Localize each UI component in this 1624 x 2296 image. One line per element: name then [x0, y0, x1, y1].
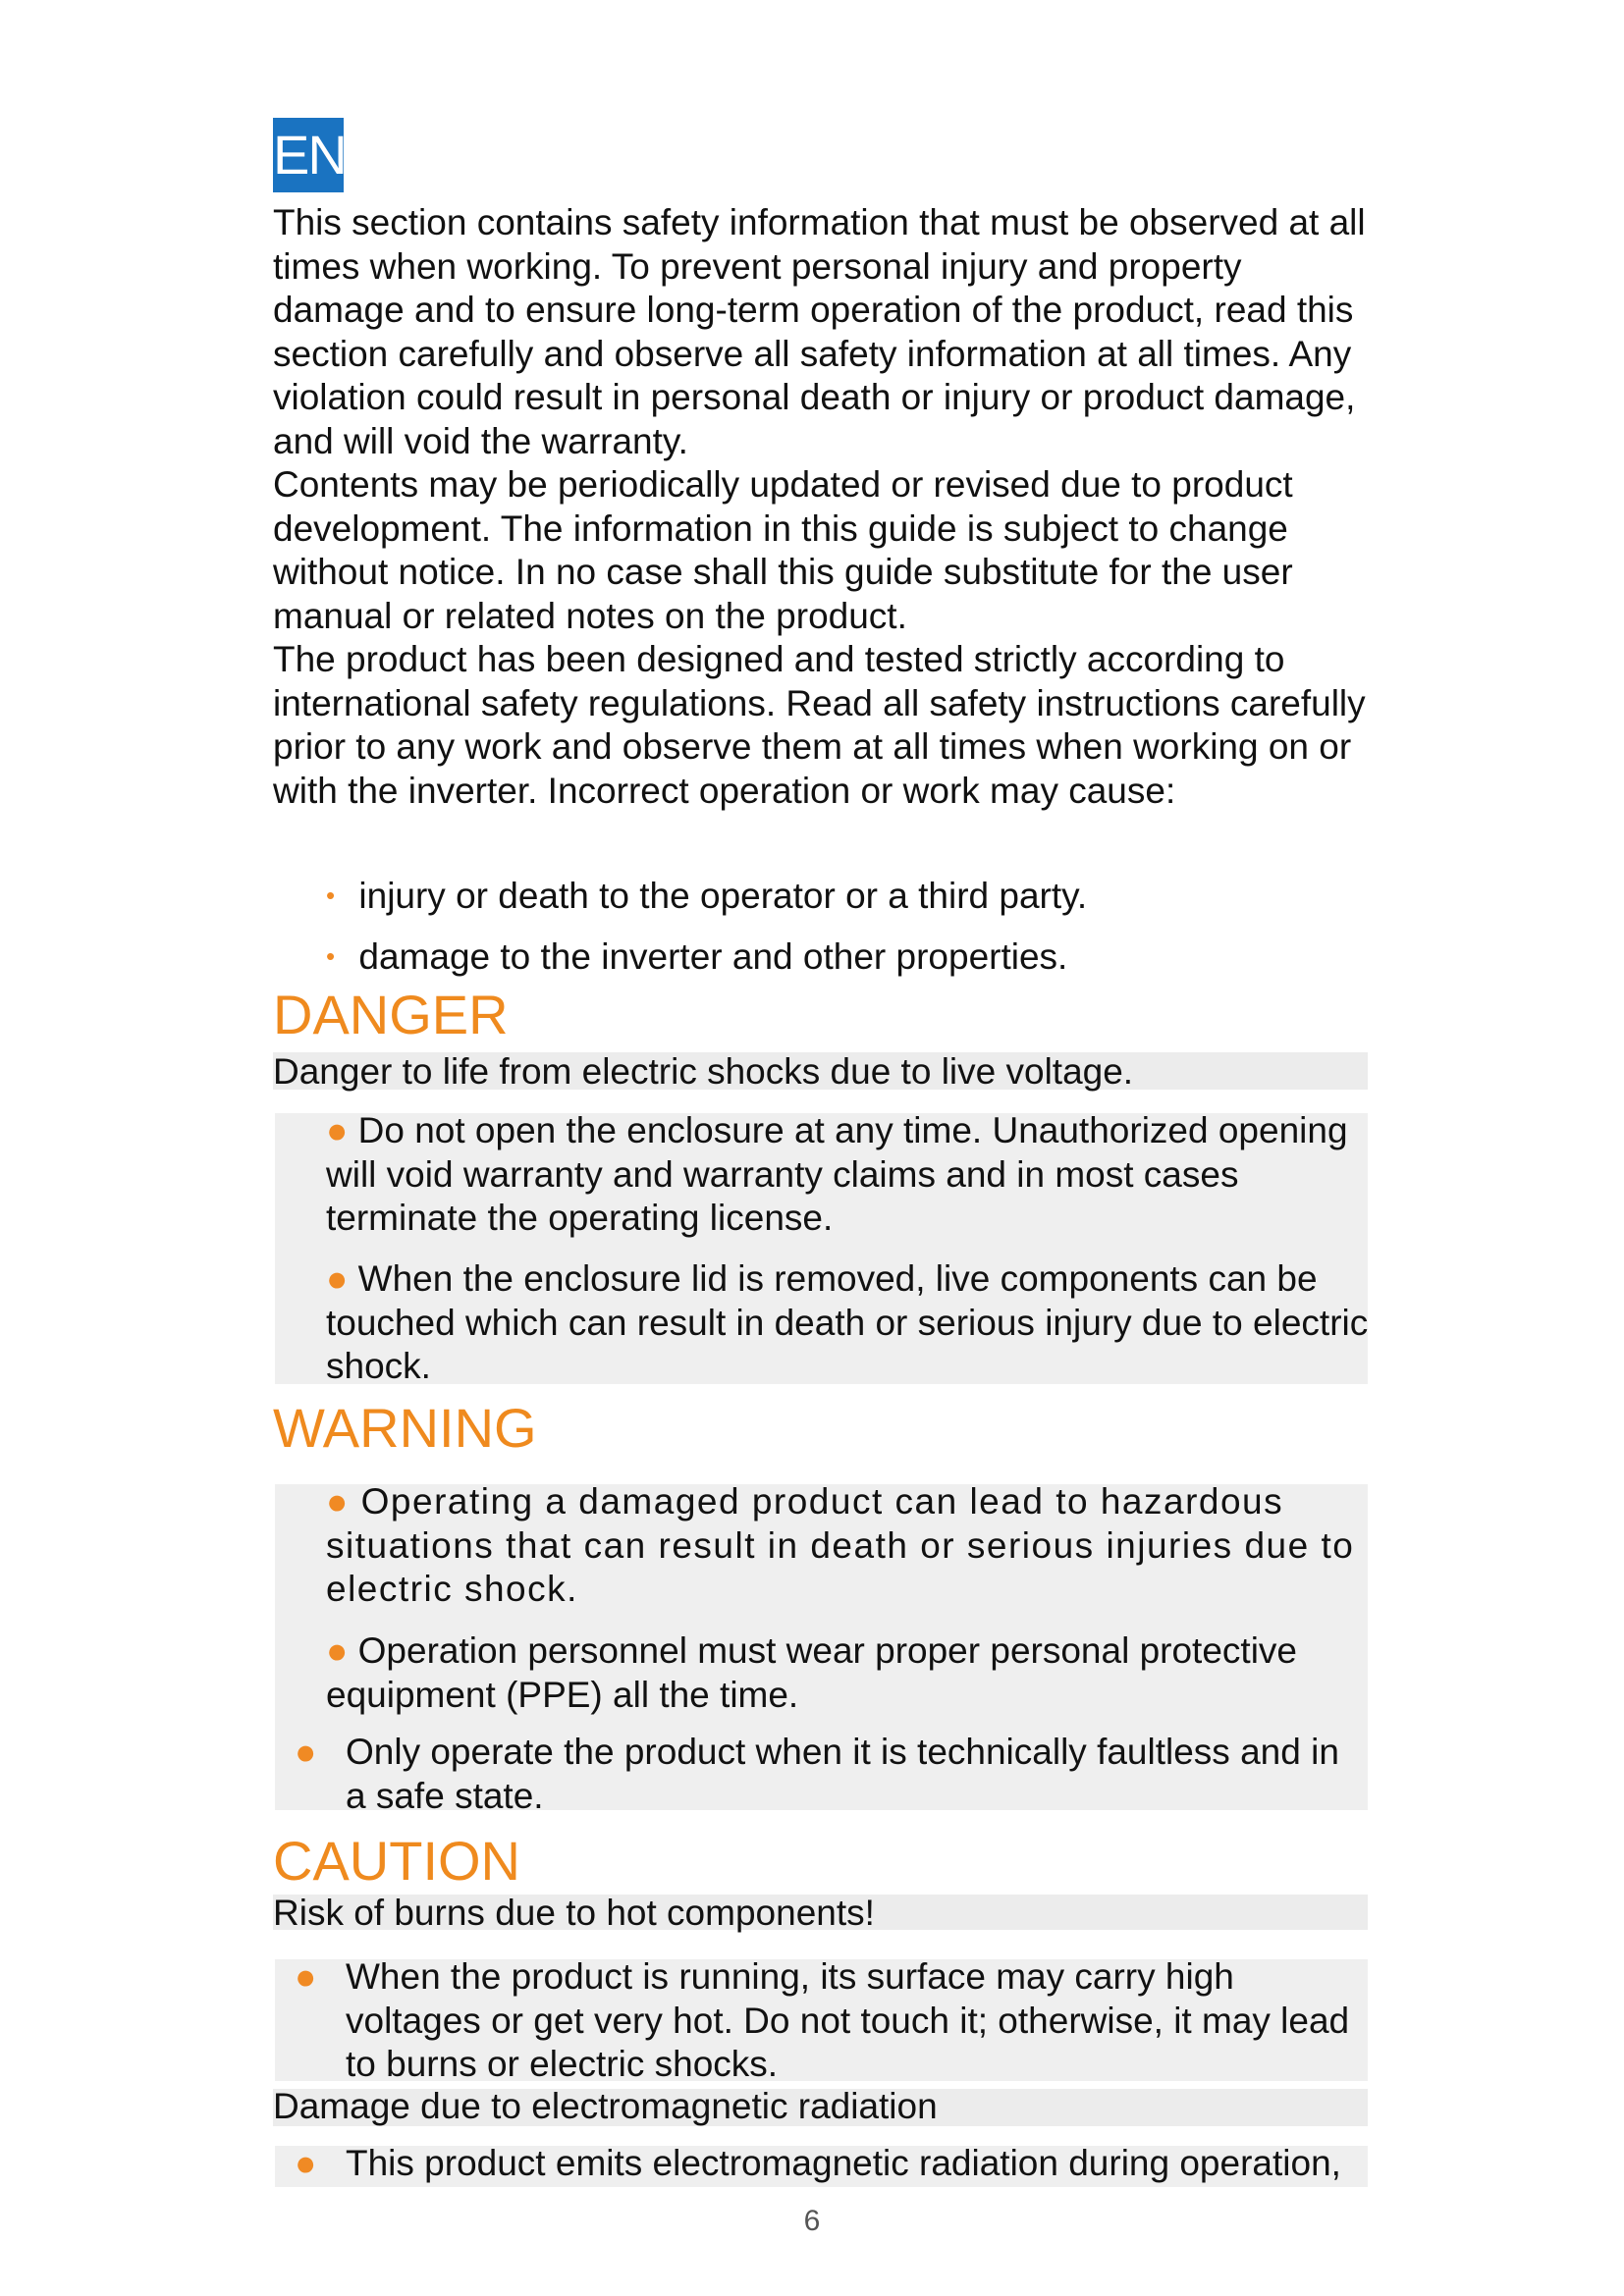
danger-heading: DANGER: [273, 984, 509, 1045]
intro-bullet: • injury or death to the operator or a third party.: [326, 876, 1088, 916]
warning-item-dot: [295, 1731, 334, 1775]
warning-item: Only operate the product when it is technically faultless and in a safe state.: [346, 1732, 1339, 1816]
danger-subtitle: Danger to life from electric shocks due to live voltage.: [273, 1051, 1134, 1092]
intro-paragraph-2: Contents may be periodically updated or revised due to product development. The information in this guide is subject to change without notice. In no case shall this guide substitute for the user manual or related notes on the product.: [273, 464, 1293, 636]
language-badge: EN: [273, 118, 344, 192]
caution-item: When the product is running, its surface may carry high voltages or get very hot. Do not touch it; otherwise, it may lead to burns or electric shocks.: [346, 1956, 1350, 2084]
intro-paragraph-1: This section contains safety information that must be observed at all times when working. To prevent personal injury and property damage and to ensure long-term operation of the product, read this section carefully and observe all safety information at all times. Any violation could result in personal death or injury or product damage, and will void the warranty.: [273, 202, 1366, 461]
bullet-dot-icon: •: [326, 881, 336, 910]
bullet-dot-icon: ●: [326, 1258, 349, 1299]
bullet-dot-icon: ●: [326, 1110, 349, 1150]
caution-item: This product emits electromagnetic radiation during operation,: [346, 2143, 1341, 2183]
bullet-dot-icon: •: [326, 941, 336, 971]
caution-item-dot: [295, 2142, 334, 2186]
caution-subtitle-2: Damage due to electromagnetic radiation: [273, 2086, 938, 2126]
caution-subtitle: Risk of burns due to hot components!: [273, 1893, 875, 1933]
bullet-dot-icon: ●: [295, 1732, 317, 1772]
bullet-dot-icon: ●: [295, 1956, 317, 1997]
warning-item: ● Operating a damaged product can lead to hazardous situations that can result in death or serious injuries due to electric shock.: [326, 1481, 1355, 1609]
danger-item: ● When the enclosure lid is removed, live components can be touched which can result in death or serious injury due to electric shock.: [326, 1258, 1369, 1386]
warning-item: ● Operation personnel must wear proper personal protective equipment (PPE) all the time.: [326, 1630, 1297, 1715]
bullet-dot-icon: ●: [295, 2143, 317, 2183]
caution-heading: CAUTION: [273, 1830, 520, 1892]
danger-item: ● Do not open the enclosure at any time. Unauthorized opening will void warranty and warranty claims and in most cases terminate the operating license.: [326, 1110, 1348, 1238]
bullet-dot-icon: ●: [326, 1630, 349, 1671]
warning-heading: WARNING: [273, 1397, 537, 1459]
page-number: 6: [803, 2205, 821, 2237]
caution-item-dot: [295, 1955, 334, 2000]
bullet-dot-icon: ●: [326, 1481, 350, 1522]
intro-bullet: • damage to the inverter and other properties.: [326, 936, 1068, 977]
intro-paragraph-3: The product has been designed and tested strictly according to international safety regulations. Read all safety instructions carefully prior to any work and observe them at all times when working on or with the inverter. Incorrect operation or work may cause:: [273, 639, 1366, 811]
